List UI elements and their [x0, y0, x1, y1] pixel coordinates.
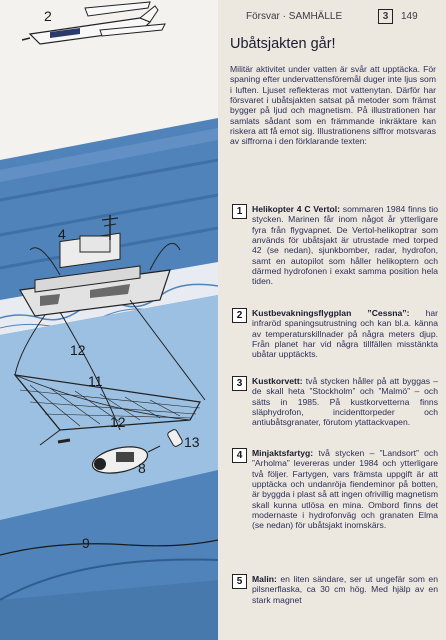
label-11-net: 11 — [88, 373, 103, 389]
text-column — [218, 0, 446, 640]
chapter-number-box: 3 — [378, 9, 393, 24]
item-text — [252, 308, 438, 360]
item-body: en liten sändare, ser ut ungefär som en pilsnerflaska, ca 30 cm hög. Med hjälp av en stark magnet — [252, 574, 438, 605]
item-body: två stycken – ”Landsort” och ”Arholma” levereras under 1984 och ytterligare två följer. Fartygen, vars främsta uppgift är att upptäcka och undanröja fiendeminor på botten, är byggda i plast så att ingen ofrivillig magnetism skall kunna utlösa en mina. Ombord finns det modernaste i hydrofonväg och granaten Elma (se nedan) för ubåtsjakt inomskärs. — [252, 448, 438, 531]
label-9-cable: 9 — [82, 535, 90, 551]
illustration-svg — [0, 0, 218, 640]
label-13-malin: 13 — [184, 434, 200, 450]
item-number-box: 5 — [232, 574, 247, 589]
label-4-ship: 4 — [58, 226, 66, 242]
item-heading: Malin: — [252, 574, 277, 584]
item-body: sommaren 1984 finns tio stycken. Marinen får inom något år ytterligare fyra från flygvapnet. De Vertol-helikoptrar som används för ubåtsjakt är utrustade med torped 42 (se nedan), sjunkbomber, radar, hydrofon, samt en autopilot som håller helikoptern och därmed hydrofonen i exakt samma position hela tiden. — [252, 204, 438, 287]
item-heading: Minjaktsfartyg: — [252, 448, 314, 458]
item-text — [252, 376, 438, 428]
item-heading: Helikopter 4 C Vertol: — [252, 204, 341, 214]
item-body: har infraröd spaningsutrustning och kan bl.a. känna av temperaturskillnader på några meters djup. Från planet har vid några tillfällen misstänkta ubåtar upptäckts. — [252, 308, 438, 360]
section-label: Försvar · SAMHÄLLE — [246, 11, 343, 22]
label-12-lower: 12 — [110, 414, 126, 430]
page-header — [226, 9, 440, 25]
label-2-airplane: 2 — [44, 8, 52, 24]
item-number-box: 2 — [232, 308, 247, 323]
item-text — [252, 204, 438, 287]
item-text — [252, 448, 438, 531]
intro-paragraph: Militär aktivitet under vatten är svår att upptäcka. För spaning efter undervattensföremål duger inte ljus som i luften. Ljuset reflekteras mot vattenytan. Därför har försvaret i ubåtsjakten satsat på metoder som främst bygger på ljud och magnetism. På illustrationen har samlats sådant som en främmande inkräktare kan riskera att få emot sig. Illustrationens siffror motsvaras av siffrorna i den förklarande texten: — [230, 64, 436, 147]
article-title: Ubåtsjakten går! — [230, 36, 336, 52]
item-number-box: 1 — [232, 204, 247, 219]
page-number: 149 — [401, 11, 418, 22]
label-8-vehicle: 8 — [138, 460, 146, 476]
item-body: två stycken håller på att byggas – de skall heta ”Stockholm” och ”Malmö” – och sätts in 1985. På kustkorvetterna finns släphydrofon, incidenttorpeder och antiubåtsgranater, förutom ytattackvapen. — [252, 376, 438, 428]
illustration — [0, 0, 218, 640]
item-number-box: 4 — [232, 448, 247, 463]
item-heading: Kustkorvett: — [252, 376, 303, 386]
label-12-upper: 12 — [70, 342, 86, 358]
item-heading: Kustbevakningsflygplan ”Cessna”: — [252, 308, 410, 318]
item-number-box: 3 — [232, 376, 247, 391]
item-text — [252, 574, 438, 605]
